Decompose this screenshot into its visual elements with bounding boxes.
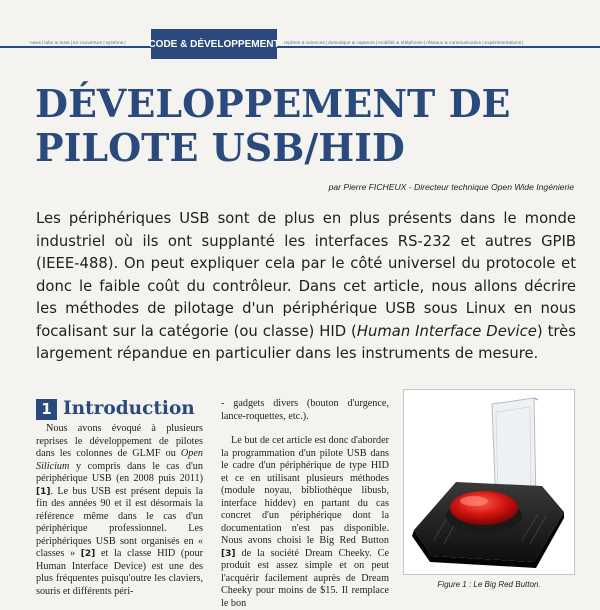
rubric-item: en couverture <box>72 40 103 45</box>
rubric-item: mobilité & téléphonie <box>378 40 423 45</box>
rubric-list-right: repères & sciences|domotique & capteurs|mobilité & téléphonie|réseaux & communication|expérimentations| <box>284 40 524 45</box>
rubric-list-left: news|labo & tests|en couverture|système| <box>30 40 126 45</box>
reference-marker: [3] <box>221 548 236 559</box>
rubric-item: domotique & capteurs <box>328 40 375 45</box>
rubric-item: repères & sciences <box>284 40 325 45</box>
lead-text-end: ) très largement répandue en particulier dans les instruments de mesure. <box>36 322 576 362</box>
rubric-item: réseaux & communication <box>426 40 482 45</box>
body-text: Nous avons évoqué à plusieurs reprises le développement de pilotes dans les colonnes de GLMF ou <box>36 423 203 459</box>
rubric-item: news <box>30 40 42 45</box>
article-byline: par Pierre FICHEUX - Directeur technique Open Wide Ingénierie <box>328 182 574 192</box>
lead-text: Les périphériques USB sont de plus en plus présents dans le monde industriel où ils ont supplanté les interfaces RS-232 et autres GPIB (IEEE-488). On peut expliquer cela par le côté universel du protocole et donc le faible coût du contrôleur. Dans cet article, nous allons décrire les méthodes de pilotage d'un périphérique USB sous Linux en nous focalisant sur la catégorie (ou classe) HID ( <box>36 210 576 340</box>
rubric-item: expérimentations <box>484 40 522 45</box>
big-red-button-illustration <box>404 390 574 574</box>
active-rubric-tab: CODE & DÉVELOPPEMENT <box>151 29 277 59</box>
figure-caption: Figure 1 : Le Big Red Button. <box>437 580 541 589</box>
body-text: et la classe HID (pour Human Interface Device) est une des plus fréquentes puisqu'outre les claviers, souris et différents péri- <box>36 548 204 597</box>
section-title: Introduction <box>63 397 195 419</box>
body-paragraph: - gadgets divers (bouton d'urgence, lance-roquettes, etc.). <box>221 398 389 422</box>
body-text: . Le bus USB est présent depuis la fin des années 90 et il est désormais la référence même dans le cas d'un périphérique professionnel. Les périphériques USB sont organisés en « classes » <box>36 485 203 559</box>
body-italic: Open Silicium <box>36 448 203 472</box>
body-text: y compris dans le cas d'un périphérique USB (en 2008 puis 2011) <box>36 460 203 484</box>
body-column-1 <box>36 398 203 598</box>
article-lead <box>36 208 576 366</box>
article-title <box>35 82 510 170</box>
section-number: 1 <box>36 399 57 420</box>
body-text: Le but de cet article est donc d'aborder la programmation d'un pilote USB dans le cadre d'un périphérique de type HID et ce en utilisant plusieurs méthodes (module noyau, bibliothèque libusb, interface hiddev) en partant du cas concret d'un périphérique dont la documentation n'est pas disponible. Nous avons choisi le Big Red Button <box>221 435 389 546</box>
body-paragraph <box>221 435 389 610</box>
reference-marker: [2] <box>80 549 96 559</box>
lead-italic: Human Interface Device <box>356 322 537 340</box>
rubric-bar-line <box>0 46 600 48</box>
body-text: de la société Dream Cheeky. Ce produit est assez simple et on peut l'acquérir facilement auprès de Dream Cheeky pour moins de $15. Il remplace le bon <box>221 547 389 609</box>
section-heading <box>36 398 203 420</box>
reference-marker: [1] <box>36 486 51 497</box>
body-column-2 <box>221 398 389 610</box>
article-title-line1: DÉVELOPPEMENT DE <box>35 81 511 126</box>
figure-big-red-button <box>403 389 575 575</box>
rubric-item: labo & tests <box>44 40 70 45</box>
article-title-line2: PILOTE USB/HID <box>35 125 405 170</box>
body-paragraph <box>36 423 203 598</box>
rubric-item: système <box>105 40 124 45</box>
